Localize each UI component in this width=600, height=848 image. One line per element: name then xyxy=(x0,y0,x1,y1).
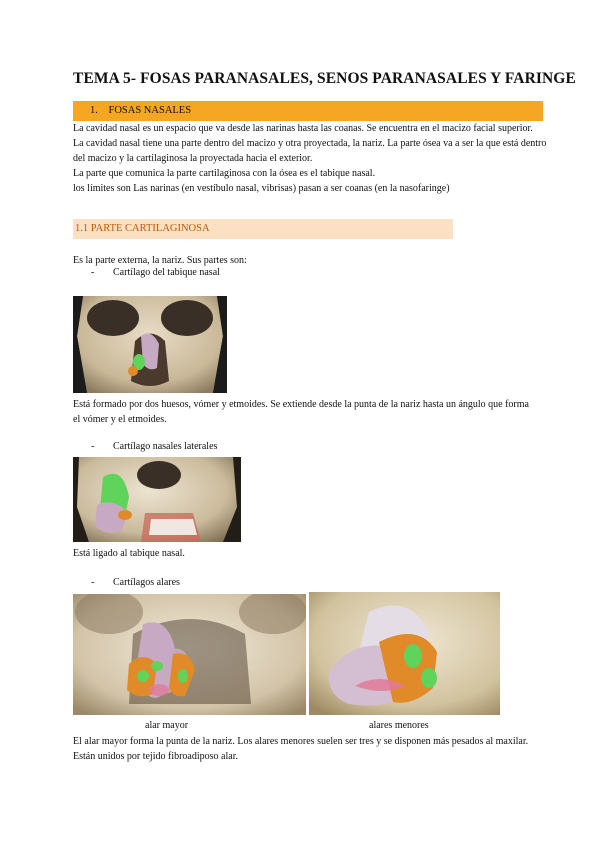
bullet-label: Cartílago del tabique nasal xyxy=(113,267,220,278)
bullet-label: Cartílago nasales laterales xyxy=(113,441,218,452)
caption-alares-menores: alares menores xyxy=(369,720,429,731)
intro-text: Es la parte externa, la nariz. Sus partes son: xyxy=(73,255,247,266)
alar-major-cartilage-image xyxy=(73,594,306,715)
caption-alar-mayor: alar mayor xyxy=(145,720,189,731)
bullet-item-laterales xyxy=(73,440,217,454)
paragraph: La cavidad nasal es un espacio que va desde las narinas hasta las coanas. Se encuentra en el macizo facial superior. xyxy=(73,123,533,134)
alar-minor-cartilage-image xyxy=(309,592,500,715)
bullet-dash: - xyxy=(91,267,95,278)
page-title: TEMA 5- FOSAS PARANASALES, SENOS PARANASALES Y FARINGE xyxy=(73,70,576,87)
item3-description: El alar mayor forma la punta de la nariz. Los alares menores suelen ser tres y se disponen más pesados al maxilar. Están unidos por tejido fibroadiposo alar. xyxy=(73,736,529,762)
section-number: 1. xyxy=(90,105,98,116)
skull-septal-cartilage-image xyxy=(73,296,227,393)
skull-lateral-cartilage-image xyxy=(73,457,241,542)
section-heading-text: 1.1 PARTE CARTILAGINOSA xyxy=(75,223,210,234)
bullet-dash: - xyxy=(91,441,95,452)
bullet-label: Cartílagos alares xyxy=(113,577,180,588)
item2-description: Está ligado al tabique nasal. xyxy=(73,548,185,559)
section1-body xyxy=(73,121,548,196)
section-heading-fosas-nasales xyxy=(73,101,543,121)
paragraph: La parte que comunica la parte cartilaginosa con la ósea es el tabique nasal. xyxy=(73,168,376,179)
item1-description: Está formado por dos huesos, vómer y etmoides. Se extiende desde la punta de la nariz hasta un ángulo que forma el vómer y el etmoides. xyxy=(73,399,529,425)
paragraph: los límites son Las narinas (en vestíbulo nasal, vibrisas) pasan a ser coanas (en la nasofaringe) xyxy=(73,183,450,194)
paragraph: La cavidad nasal tiene una parte dentro del macizo y otra proyectada, la nariz. La parte ósea va a ser la que está dentro del macizo y la cartilaginosa la proyectada hacia el exterior. xyxy=(73,138,547,164)
bullet-dash: - xyxy=(91,577,95,588)
section-heading-parte-cartilaginosa xyxy=(73,219,453,239)
bullet-item-alares xyxy=(73,576,180,590)
section-heading-text: FOSAS NASALES xyxy=(108,105,192,116)
bullet-item-tabique xyxy=(73,266,220,280)
